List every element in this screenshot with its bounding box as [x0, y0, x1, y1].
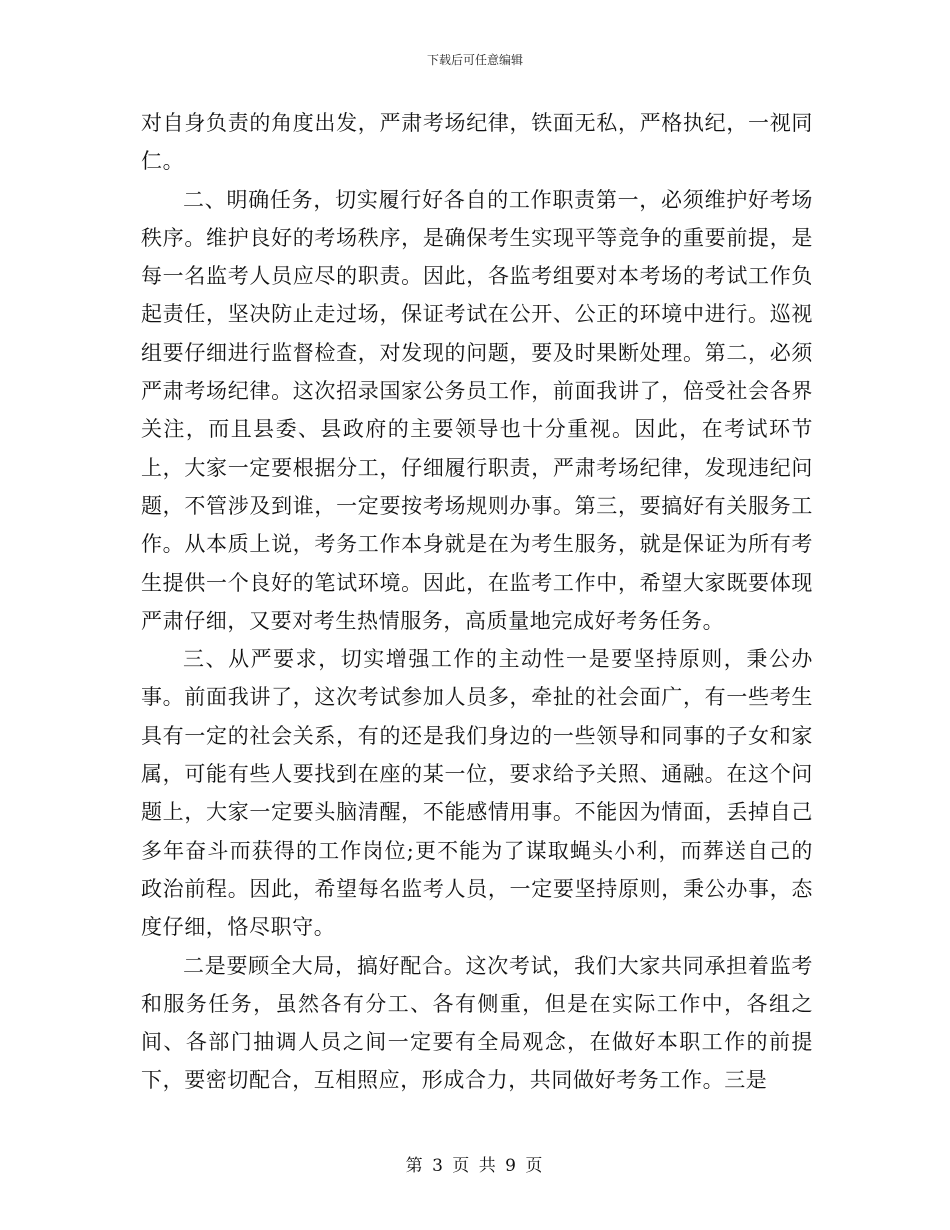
paragraph-3: 三、从严要求，切实增强工作的主动性一是要坚持原则，秉公办事。前面我讲了，这次考试参加人员多，牵扯的社会面广，有一些考生具有一定的社会关系，有的还是我们身边的一些领导和同事的子女和家属，可能有些人要找到在座的某一位，要求给予关照、通融。在这个问题上，大家一定要头脑清醒，不能感情用事。不能因为情面，丢掉自己多年奋斗而获得的工作岗位;更不能为了谋取蝇头小利，而葬送自己的政治前程。因此，希望每名监考人员，一定要坚持原则，秉公办事，态度仔细，恪尽职守。	[141, 647, 813, 940]
paragraph-1: 对自身负责的角度出发，严肃考场纪律，铁面无私，严格执纪，一视同仁。	[141, 111, 813, 174]
paragraph-4: 二是要顾全大局，搞好配合。这次考试，我们大家共同承担着监考和服务任务，虽然各有分工、各有侧重，但是在实际工作中，各组之间、各部门抽调人员之间一定要有全局观念，在做好本职工作的前提下，要密切配合，互相照应，形成合力，共同做好考务工作。三是	[141, 953, 813, 1093]
page-number-footer: 第 3 页 共 9 页	[405, 1156, 545, 1176]
document-body	[141, 104, 813, 1100]
paragraph-2: 二、明确任务，切实履行好各自的工作职责第一，必须维护好考场秩序。维护良好的考场秩序，是确保考生实现平等竞争的重要前提，是每一名监考人员应尽的职责。因此，各监考组要对本考场的考试工作负起责任，坚决防止走过场，保证考试在公开、公正的环境中进行。巡视组要仔细进行监督检查，对发现的问题，要及时果断处理。第二，必须严肃考场纪律。这次招录国家公务员工作，前面我讲了，倍受社会各界关注，而且县委、县政府的主要领导也十分重视。因此，在考试环节上，大家一定要根据分工，仔细履行职责，严肃考场纪律，发现违纪问题，不管涉及到谁，一定要按考场规则办事。第三，要搞好有关服务工作。从本质上说，考务工作本身就是在为考生服务，就是保证为所有考生提供一个良好的笔试环境。因此，在监考工作中，希望大家既要体现严肃仔细，又要对考生热情服务，高质量地完成好考务任务。	[141, 187, 813, 633]
page-header: 下载后可任意编辑	[426, 53, 523, 67]
